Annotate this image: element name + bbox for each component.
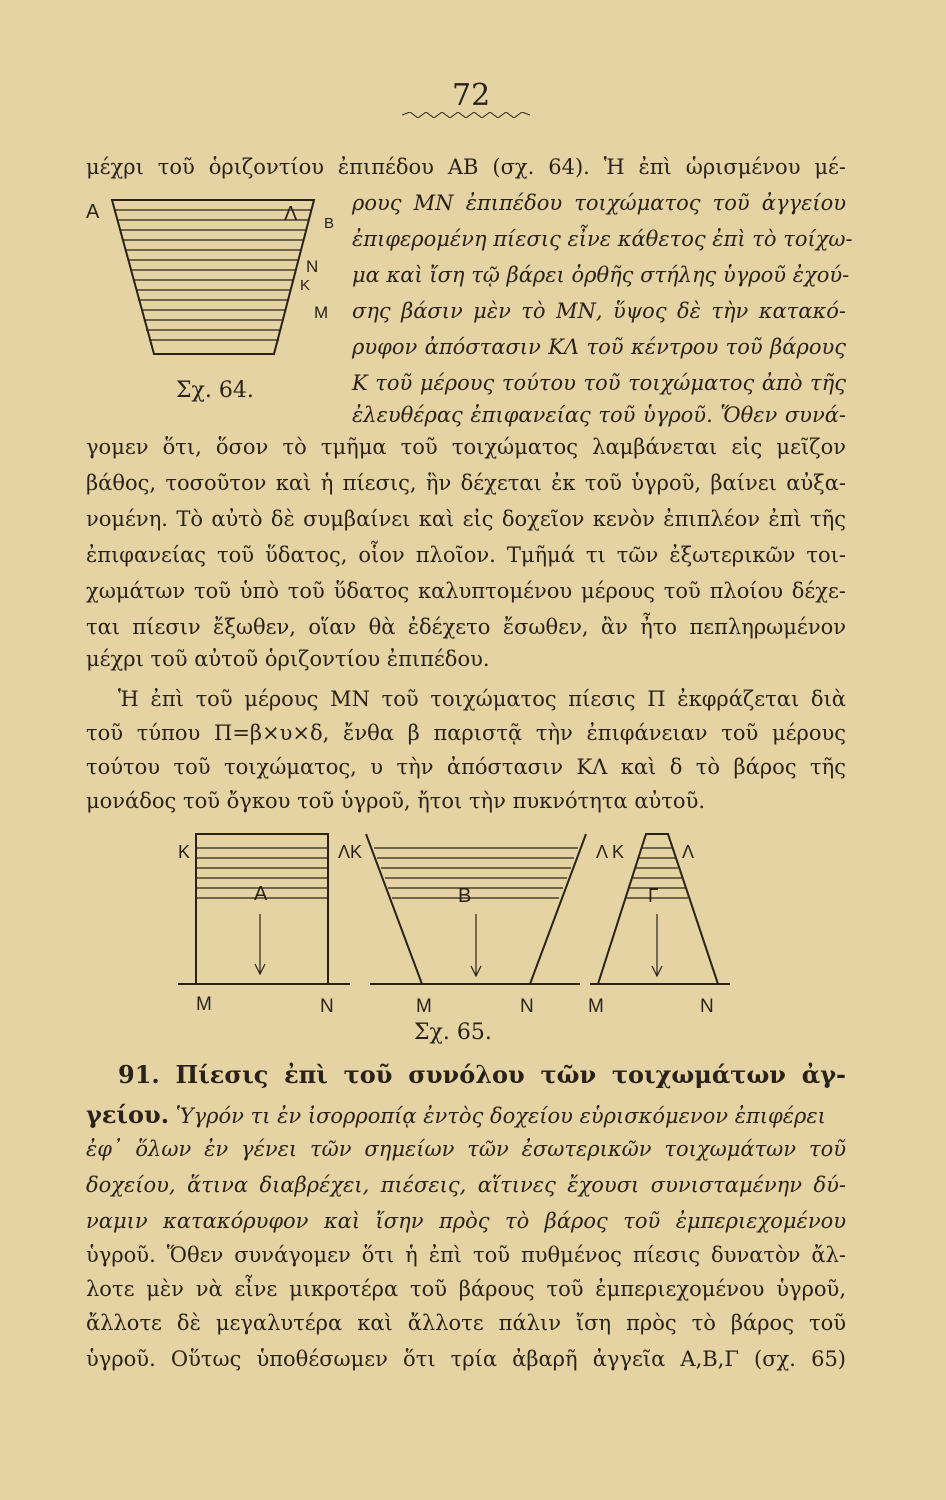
fig65-label-n1: Ν <box>320 996 334 1017</box>
text-line: ρυφον ἀπόστασιν ΚΛ τοῦ κέντρου τοῦ βάρους <box>352 335 846 359</box>
decorative-rule <box>402 112 530 118</box>
text-line: ἐπιφανείας τοῦ ὕδατος, οἷον πλοῖον. Τμῆμά τι τῶν ἐξωτερικῶν τοι- <box>86 543 846 567</box>
text-line: δοχείου, ἅτινα διαβρέχει, πιέσεις, αἵτινες ἔχουσι συνισταμένην δύ- <box>86 1173 846 1197</box>
text-line: ρους ΜΝ ἐπιπέδου τοιχώματος τοῦ ἀγγείου <box>352 191 846 215</box>
text-line: ἐπιφερομένη πίεσις εἶνε κάθετος ἐπὶ τὸ τοίχω- <box>352 227 853 251</box>
fig64-label-k: Κ <box>300 277 311 294</box>
text-span: Ὑγρόν τι ἐν ἰσορροπίᾳ ἐντὸς δοχείου εὑρισκόμενον ἐπιφέρει <box>175 1104 826 1128</box>
fig65-label-n3: Ν <box>700 996 714 1017</box>
text-line: νομένη. Τὸ αὐτὸ δὲ συμβαίνει καὶ εἰς δοχεῖον κενὸν ἐπιπλέον ἐπὶ τῆς <box>86 507 846 531</box>
text-line: ἄλλοτε δὲ μεγαλυτέρα καὶ ἄλλοτε πάλιν ἴση πρὸς τὸ βάρος τοῦ <box>86 1311 846 1335</box>
figure-65 <box>170 826 740 1022</box>
text-line: τούτου τοῦ τοιχώματος, υ τὴν ἀπόστασιν ΚΛ καὶ δ τὸ βάρος τῆς <box>86 755 846 779</box>
figure-64 <box>86 188 336 366</box>
fig64-label-b: Β <box>324 215 335 232</box>
section-heading <box>118 1060 846 1090</box>
text-line: Κ τοῦ μέρους τούτου τοῦ τοιχώματος ἀπὸ τῆς <box>352 371 846 395</box>
text-line: ἐφ᾿ ὅλων ἐν γένει τῶν σημείων τῶν ἐσωτερικῶν τοιχωμάτων τοῦ <box>86 1137 846 1161</box>
section-number: 91. <box>118 1060 160 1089</box>
text-line: μέχρι τοῦ ὁριζοντίου ἐπιπέδου ΑΒ (σχ. 64). Ἡ ἐπὶ ὡρισμένου μέ- <box>86 155 846 179</box>
text-line: σης βάσιν μὲν τὸ ΜΝ, ὕψος δὲ τὴν κατακό- <box>352 299 846 323</box>
fig65-label-a: Α <box>254 883 268 905</box>
text-line: ὑγροῦ. Οὕτως ὑποθέσωμεν ὅτι τρία ἀβαρῆ ἀγγεῖα Α,Β,Γ (σχ. 65) <box>86 1347 846 1371</box>
fig65-label-m2: Μ <box>416 996 432 1017</box>
fig65-label-m3: Μ <box>588 996 604 1017</box>
text-line: μέχρι τοῦ αὐτοῦ ὁριζοντίου ἐπιπέδου. <box>86 647 490 671</box>
text-line: βάθος, τοσοῦτον καὶ ἡ πίεσις, ἣν δέχεται ἐκ τοῦ ὑγροῦ, βαίνει αὐξα- <box>86 471 846 495</box>
text-line: Ἡ ἐπὶ τοῦ μέρους ΜΝ τοῦ τοιχώματος πίεσις Π ἐκφράζεται διὰ <box>118 687 846 711</box>
text-line: χωμάτων τοῦ ὑπὸ τοῦ ὕδατος καλυπτομένου μέρους τοῦ πλοίου δέχε- <box>86 579 846 603</box>
fig65-label-lk3: Λ Κ <box>596 842 625 862</box>
text-line: γομεν ὅτι, ὅσον τὸ τμῆμα τοῦ τοιχώματος λαμβάνεται εἰς μεῖζον <box>86 435 846 459</box>
fig64-label-n: Ν <box>306 257 319 276</box>
fig65-label-l3: Λ <box>682 842 695 862</box>
fig64-caption: Σχ. 64. <box>176 378 254 403</box>
fig64-label-a: Α <box>86 201 100 223</box>
fig65-label-k1: Κ <box>178 842 191 862</box>
vessel-a <box>178 834 350 984</box>
fig64-label-l: Λ <box>284 203 298 225</box>
text-line: ὑγροῦ. Ὅθεν συνάγομεν ὅτι ἡ ἐπὶ τοῦ πυθμένος πίεσις δυνατὸν ἄλ- <box>86 1243 846 1267</box>
text-line: μα καὶ ἴση τῷ βάρει ὀρθῆς στήλης ὑγροῦ ἐχού- <box>352 263 850 287</box>
text-line: ναμιν κατακόρυφον καὶ ἴσην πρὸς τὸ βάρος τοῦ ἐμπεριεχομένου <box>86 1209 846 1233</box>
section-title: Πίεσις ἐπὶ τοῦ συνόλου τῶν τοιχωμάτων ἀγ- <box>175 1060 846 1089</box>
fig65-caption: Σχ. 65. <box>414 1020 492 1045</box>
text-line: τοῦ τύπου Π=β×υ×δ, ἔνθα β παριστᾷ τὴν ἐπιφάνειαν τοῦ μέρους <box>86 721 846 745</box>
fig65-label-n2: Ν <box>520 996 534 1017</box>
fig65-label-b: Β <box>458 885 472 907</box>
text-line: μονάδος τοῦ ὄγκου τοῦ ὑγροῦ, ἤτοι τὴν πυκνότητα αὐτοῦ. <box>86 789 706 813</box>
text-line: λοτε μὲν νὰ εἶνε μικροτέρα τοῦ βάρους τοῦ ἐμπεριεχομένου ὑγροῦ, <box>86 1277 846 1301</box>
text-line <box>86 1100 846 1131</box>
vessel-b <box>366 834 586 984</box>
fig65-label-m1: Μ <box>196 994 212 1015</box>
section-title-end: γείου. <box>86 1100 170 1129</box>
text-line: ται πίεσιν ἔξωθεν, οἵαν θὰ ἐδέχετο ἔσωθεν, ἂν ἦτο πεπληρωμένον <box>86 615 846 639</box>
fig65-label-g: Γ <box>648 886 659 907</box>
text-line: ἐλευθέρας ἐπιφανείας τοῦ ὑγροῦ. Ὅθεν συνά- <box>352 403 846 427</box>
fig64-label-m: Μ <box>314 303 329 322</box>
fig65-label-lk: ΛΚ <box>338 842 363 862</box>
page-number: 72 <box>452 78 491 113</box>
